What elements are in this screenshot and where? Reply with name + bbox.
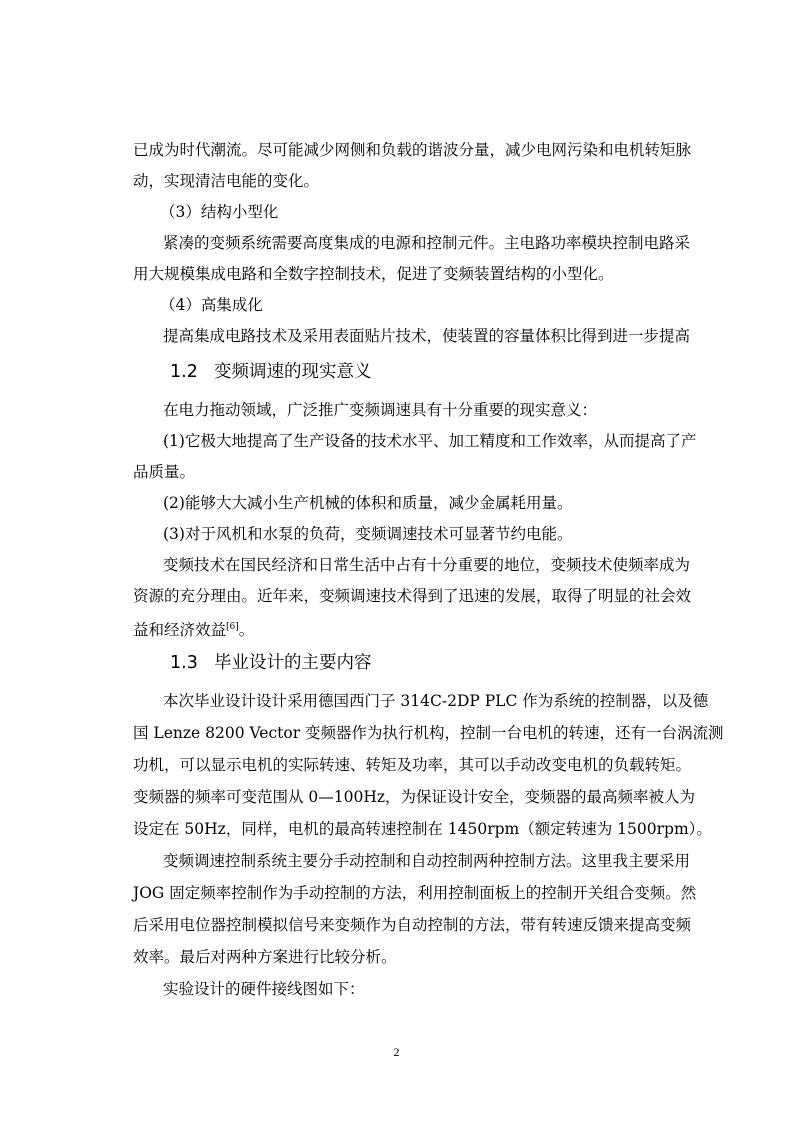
paragraph-line: 变频调速控制系统主要分手动控制和自动控制两种控制方法。这里我主要采用 (163, 852, 691, 870)
paragraph-text: 益和经济效益 (133, 621, 227, 639)
paragraph-line: (2)能够大大减小生产机械的体积和质量，减少金属耗用量。 (163, 494, 573, 512)
section-heading-1-3 (170, 652, 372, 674)
paragraph-line: 在电力拖动领域，广泛推广变频调速具有十分重要的现实意义： (163, 401, 598, 419)
paragraph-line: 动，实现清洁电能的变化。 (133, 172, 320, 190)
paragraph-line: 后采用电位器控制模拟信号来变频作为自动控制的方法，带有转速反馈来提高变频 (133, 916, 692, 934)
paragraph-line: (1)它极大地提高了生产设备的技术水平、加工精度和工作效率，从而提高了产 (163, 432, 697, 450)
section-title: 变频调速的现实意义 (214, 362, 372, 382)
paragraph-line: 品质量。 (133, 463, 196, 481)
paragraph-line: 实验设计的硬件接线图如下： (163, 980, 365, 998)
paragraph-line: 资源的充分理由。近年来，变频调速技术得到了迅速的发展，取得了明显的社会效 (133, 587, 692, 605)
list-heading: （4）高集成化 (160, 296, 263, 314)
paragraph-line: 变频器的频率可变范围从 0—100Hz，为保证设计安全，变频器的最高频率被人为 (133, 788, 696, 806)
paragraph-line: 提高集成电路技术及采用表面贴片技术，使装置的容量体积比得到进一步提高 (163, 327, 691, 345)
section-heading-1-2 (170, 361, 372, 383)
paragraph-line: 设定在 50Hz，同样，电机的最高转速控制在 1450rpm（额定转速为 1500rpm）。 (133, 820, 712, 838)
section-number: 1.2 (170, 362, 198, 382)
paragraph-line: (3)对于风机和水泵的负荷，变频调速技术可显著节约电能。 (163, 525, 573, 543)
paragraph-line: 国 Lenze 8200 Vector 变频器作为执行机构，控制一台电机的转速，还有一台涡流测 (133, 724, 724, 742)
paragraph-line: 紧凑的变频系统需要高度集成的电源和控制元件。主电路功率模块控制电路采 (163, 234, 691, 252)
paragraph-line: 效率。最后对两种方案进行比较分析。 (133, 948, 397, 966)
paragraph-line: 功机，可以显示电机的实际转速、转矩及功率，其可以手动改变电机的负载转矩。 (133, 756, 692, 774)
paragraph-line (133, 617, 254, 640)
paragraph-line: JOG 固定频率控制作为手动控制的方法，利用控制面板上的控制开关组合变频。然 (133, 884, 697, 902)
section-number: 1.3 (170, 653, 198, 673)
list-heading: （3）结构小型化 (160, 203, 279, 221)
paragraph-line: 已成为时代潮流。尽可能减少网侧和负载的谐波分量，减少电网污染和电机转矩脉 (133, 141, 692, 159)
paragraph-line: 用大规模集成电路和全数字控制技术，促进了变频装置结构的小型化。 (133, 265, 614, 283)
paragraph-text: 。 (238, 621, 255, 639)
section-title: 毕业设计的主要内容 (214, 653, 372, 673)
page-number: 2 (393, 1045, 400, 1059)
paragraph-line: 本次毕业设计设计采用德国西门子 314C-2DP PLC 作为系统的控制器，以及德 (163, 692, 709, 710)
citation-reference: [6] (226, 622, 239, 632)
paragraph-line: 变频技术在国民经济和日常生活中占有十分重要的地位，变频技术使频率成为 (163, 556, 691, 574)
